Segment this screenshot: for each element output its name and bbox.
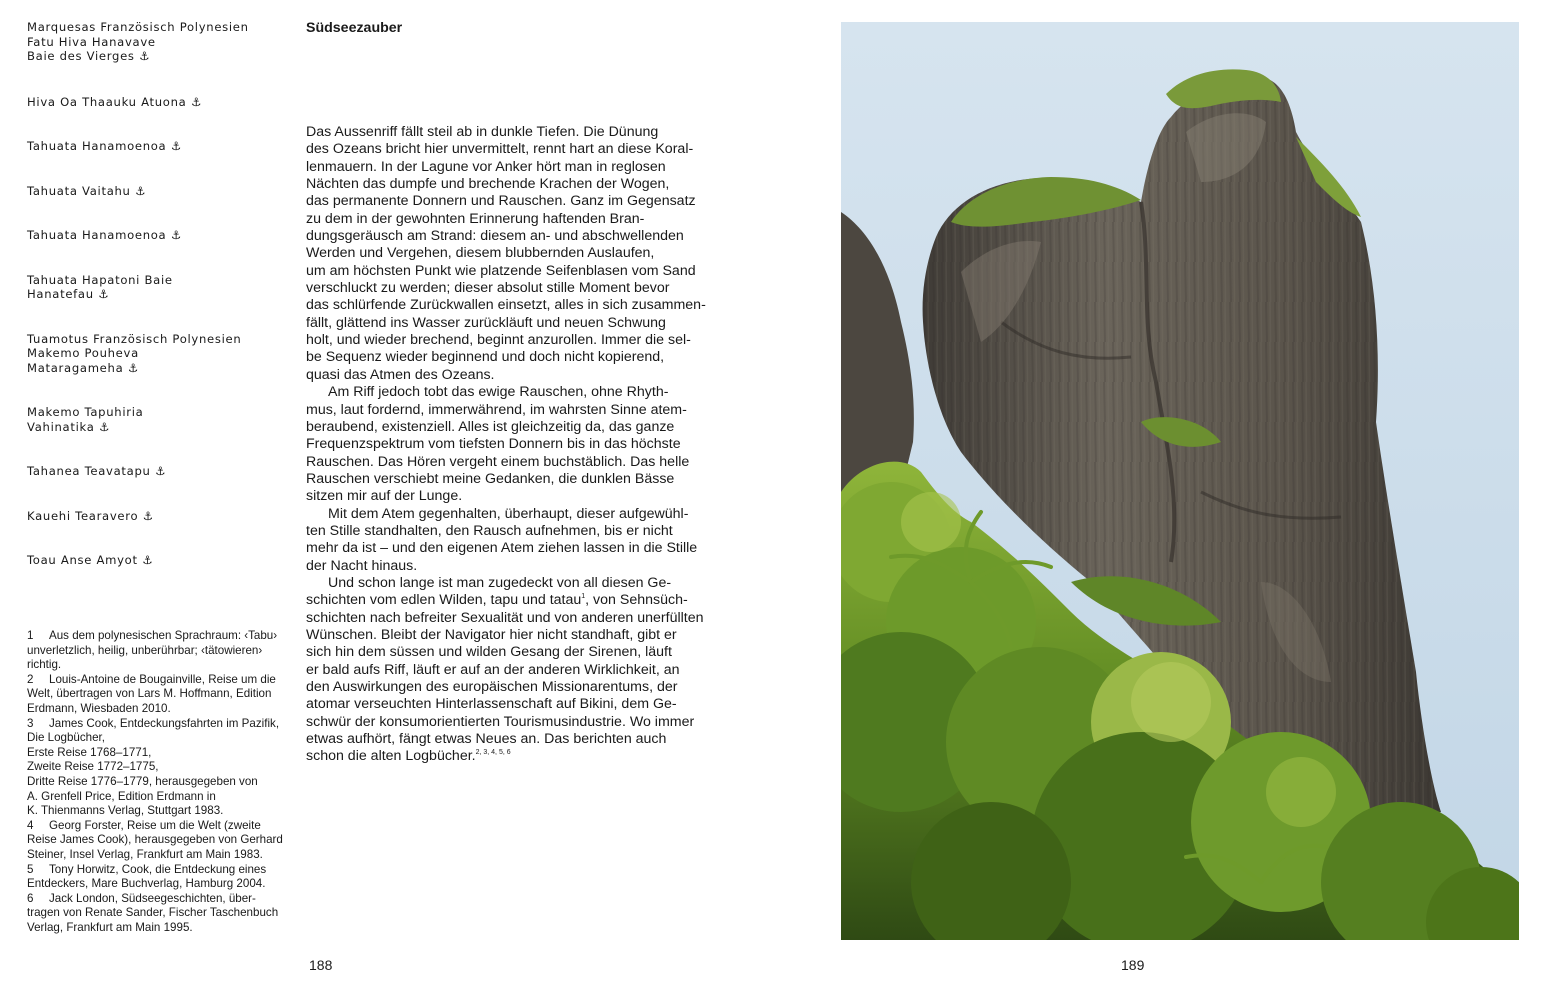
text-line: Wünschen. Bleibt der Navigator hier nicht standhaft, gibt er [306, 626, 677, 643]
text-line: das schlürfende Zurückwallen einsetzt, alles in sich zusammen- [306, 297, 706, 314]
footnote-line: tragen von Renate Sander, Fischer Taschenbuch [27, 906, 279, 920]
text-line: das permanente Donnern und Rauschen. Ganz im Gegensatz [306, 193, 696, 210]
text-line: quasi das Atmen des Ozeans. [306, 366, 495, 383]
tree-highlight [1266, 757, 1336, 827]
paragraph [306, 384, 726, 505]
text-line: etwas aufhört, fängt etwas Neues an. Das berichten auch [306, 731, 667, 748]
text-line: mus, laut fordernd, immerwährend, im wahrsten Sinne atem- [306, 401, 687, 418]
footnote-number: 3 [27, 716, 34, 730]
footnote-line: Verlag, Frankfurt am Main 1995. [27, 920, 193, 934]
text-fragment: schichten vom edlen Wilden, tapu und tatau [306, 592, 582, 609]
text-line: Frequenzspektrum vom tiefsten Donnern bis in das höchste [306, 436, 681, 453]
text-line: Am Riff jedoch tobt das ewige Rauschen, ohne Rhyth- [328, 384, 669, 401]
anchorage-entry [27, 553, 289, 568]
text-line: zu dem in der gewohnten Erinnerung haftenden Bran- [306, 210, 645, 227]
footnote-line: Tony Horwitz, Cook, die Entdeckung eines [49, 862, 267, 876]
text-line: beraubend, existenziell. Alles ist gleichzeitig da, das ganze [306, 418, 675, 435]
anchorage-list [27, 20, 289, 568]
footnote-line: richtig. [27, 658, 62, 672]
anchorage-line: Tahuata Hapatoni Baie [27, 272, 173, 287]
text-line: sich hin dem süssen und wilden Gesang der Sirenen, läuft [306, 644, 672, 661]
anchorage-line: Marquesas Französisch Polynesien [27, 20, 249, 34]
footnote [27, 819, 289, 863]
footnote-line: Aus dem polynesischen Sprachraum: ‹Tabu› [49, 629, 278, 642]
anchorage-line: Hiva Oa Thaauku Atuona ⚓ [27, 94, 202, 109]
footnote-line: Louis-Antoine de Bougainville, Reise um die [49, 672, 276, 686]
anchorage-entry [27, 139, 289, 154]
tree-highlight [901, 492, 961, 552]
text-line: holt, und wieder brechend, beginnt anzurollen. Immer die sel- [306, 332, 691, 349]
footnote-line: Georg Forster, Reise um die Welt (zweite [49, 818, 261, 832]
footnotes [27, 629, 289, 935]
text-line: den Auswirkungen des europäischen Missionarentums, der [306, 679, 678, 695]
text-line: Mit dem Atem gegenhalten, überhaupt, dieser aufgewühl- [328, 505, 689, 522]
footnote-number: 4 [27, 818, 34, 832]
anchorage-line: Makemo Pouheva [27, 346, 139, 360]
text-line: atomar verseuchten Hinterlassenschaft auf Bikini, dem Ge- [306, 696, 677, 713]
footnote-line: Jack London, Südseegeschichten, über- [49, 891, 256, 905]
footnote-line: James Cook, Entdeckungsfahrten im Pazifik, [49, 716, 280, 730]
anchorage-entry [27, 228, 289, 243]
text-line: be Sequenz wieder beginnend und doch nicht kopierend, [306, 349, 665, 366]
text-line: des Ozeans bricht hier unvermittelt, rennt hart an diese Koral- [306, 141, 694, 158]
text-line [306, 592, 726, 609]
anchorage-entry [27, 20, 289, 64]
text-line: sitzen mir auf der Lunge. [306, 488, 463, 505]
footnote-number: 6 [27, 891, 34, 905]
text-line: schwür der konsumorientierten Tourismusindustrie. Wo immer [306, 713, 695, 730]
text-line: er bald aufs Riff, läuft er auf an der anderen Wirklichkeit, an [306, 661, 680, 678]
footnote-line: Erste Reise 1768–1771, [27, 745, 152, 759]
anchorage-entry [27, 95, 289, 110]
anchorage-entry [27, 332, 289, 376]
footnote-number: 1 [27, 629, 34, 642]
footnote-line: Steiner, Insel Verlag, Frankfurt am Main 1983. [27, 847, 263, 861]
text-line: lenmauern. In der Lagune vor Anker hört man in reglosen [306, 158, 666, 175]
anchorage-line: Kauehi Tearavero ⚓ [27, 508, 154, 523]
text-line [306, 748, 726, 765]
text-line: um am höchsten Punkt wie platzende Seifenblasen vom Sand [306, 262, 696, 279]
footnote [27, 629, 289, 673]
text-fragment: schon die alten Logbücher. [306, 748, 476, 765]
footnote [27, 892, 289, 936]
page-number-right: 189 [1121, 957, 1145, 973]
anchorage-line: Tuamotus Französisch Polynesien [27, 331, 242, 346]
anchorage-line: Tahuata Hanamoenoa ⚓ [27, 228, 182, 242]
footnote-line: Entdeckers, Mare Buchverlag, Hamburg 2004. [27, 877, 266, 891]
footnote-line: Reise James Cook), herausgegeben von Gerhard [27, 833, 283, 847]
footnote-number: 2 [27, 672, 34, 686]
footnote-line: K. Thienmanns Verlag, Stuttgart 1983. [27, 804, 224, 818]
anchorage-entry [27, 273, 289, 302]
text-fragment: , von Sehnsüch- [585, 592, 688, 609]
anchorage-line: Vahinatika ⚓ [27, 419, 111, 434]
anchorage-line: Tahanea Teavatapu ⚓ [27, 464, 167, 478]
anchorage-entry [27, 509, 289, 524]
footnote-line: Die Logbücher, [27, 731, 105, 745]
article-body [306, 124, 726, 766]
anchorage-entry [27, 184, 289, 199]
text-line: Rauschen. Das Hören vergeht einem buchstäblich. Das helle [306, 453, 690, 470]
page-number-left: 188 [309, 957, 333, 973]
anchorage-line: Baie des Vierges ⚓ [27, 49, 151, 63]
text-line: Und schon lange ist man zugedeckt von all diesen Ge- [328, 574, 672, 591]
footnote-line: Welt, übertragen von Lars M. Hoffmann, Edition [27, 687, 272, 701]
text-line: Werden und Vergehen, diesem blubbernden Auslaufen, [306, 245, 655, 262]
paragraph [306, 124, 726, 384]
anchorage-line: Tahuata Hanamoenoa ⚓ [27, 139, 182, 153]
text-line: Nächten das dumpfe und brechende Krachen der Wogen, [306, 176, 670, 193]
text-line: ten Stille standhalten, den Rausch aufnehmen, bis er nicht [306, 522, 673, 539]
tree-highlight [1131, 662, 1211, 742]
article-title: Südseezauber [306, 20, 403, 36]
anchorage-line: Tahuata Vaitahu ⚓ [27, 183, 147, 198]
anchorage-line: Toau Anse Amyot ⚓ [27, 553, 154, 567]
text-line: verschluckt zu werden; dieser absolut stille Moment bevor [306, 280, 670, 297]
footnote-refs[interactable]: 2, 3, 4, 5, 6 [475, 749, 511, 757]
footnote [27, 673, 289, 717]
text-line: Rauschen verschiebt meine Gedanken, die dunklen Bässe [306, 470, 675, 487]
footnote [27, 863, 289, 892]
text-line: mehr da ist – und den eigenen Atem ziehen lassen in die Stille [306, 540, 698, 557]
footnote-number: 5 [27, 862, 34, 876]
rock-pinnacle-photo [841, 22, 1519, 940]
footnote-line: Zweite Reise 1772–1775, [27, 760, 159, 774]
anchorage-line: Hanatefau ⚓ [27, 287, 110, 301]
anchorage-entry [27, 405, 289, 434]
text-line: dungsgeräusch am Strand: diesem an- und abschwellenden [306, 228, 684, 245]
footnote-line: A. Grenfell Price, Edition Erdmann in [27, 789, 216, 803]
text-line: fällt, glättend ins Wasser zurückläuft und neuen Schwung [306, 314, 666, 331]
text-line: der Nacht hinaus. [306, 557, 418, 574]
text-line: Das Aussenriff fällt steil ab in dunkle Tiefen. Die Dünung [306, 124, 659, 140]
footnote [27, 717, 289, 819]
anchorage-line: Makemo Tapuhiria [27, 405, 144, 419]
anchorage-line: Mataragameha ⚓ [27, 360, 139, 375]
footnote-line: Dritte Reise 1776–1779, herausgegeben von [27, 774, 258, 788]
footnote-line: Erdmann, Wiesbaden 2010. [27, 701, 171, 715]
text-line: schichten nach befreiter Sexualität und von anderen unerfüllten [306, 609, 704, 626]
anchorage-line: Fatu Hiva Hanavave [27, 34, 156, 49]
footnote-ref[interactable]: 1 [581, 593, 586, 601]
anchorage-entry [27, 464, 289, 479]
paragraph [306, 575, 726, 766]
footnote-line: unverletzlich, heilig, unberührbar; ‹tätowieren› [27, 643, 263, 657]
paragraph [306, 506, 726, 575]
